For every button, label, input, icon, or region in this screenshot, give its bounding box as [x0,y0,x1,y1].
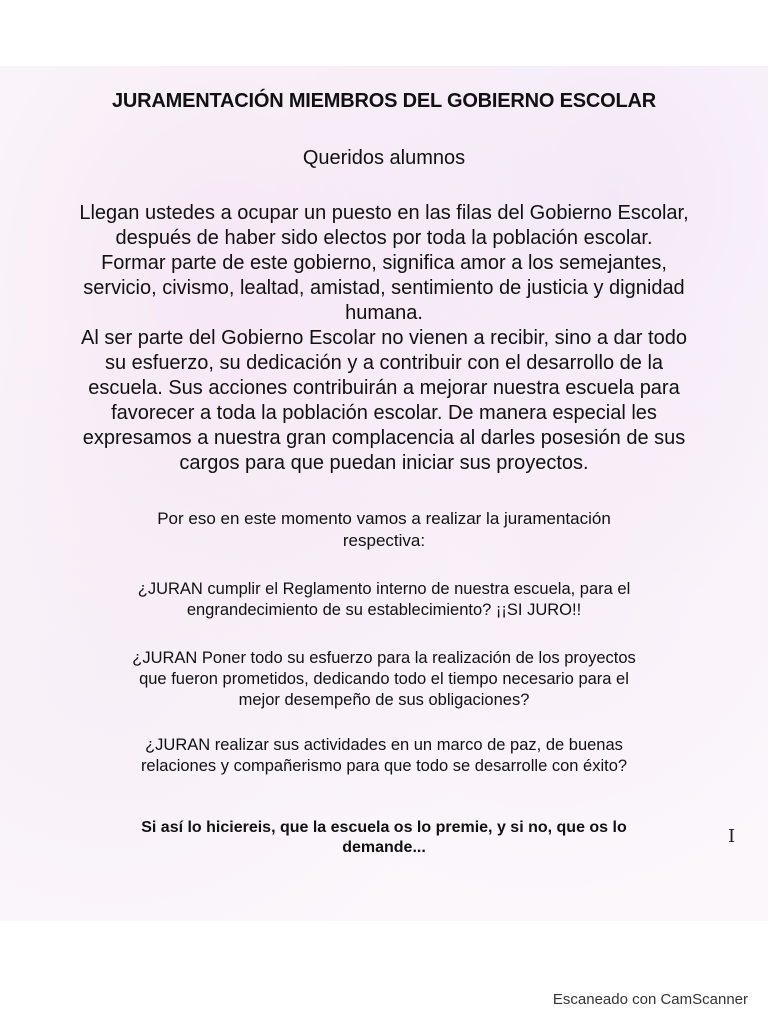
oath-line: ¿JURAN cumplir el Reglamento interno de nuestra escuela, para el [137,580,631,598]
closing-statement [70,818,698,858]
intro-line: después de haber sido electos por toda la población escolar. [115,227,653,249]
text-cursor-icon: I [728,826,736,847]
intro-line: expresamos a nuestra gran complacencia al darles posesión de sus [82,427,686,449]
intro-line: servicio, civismo, lealtad, amistad, sentimiento de justicia y dignidad [83,277,685,299]
closing-line: demande... [342,839,426,856]
intro-line: favorecer a toda la población escolar. De manera especial les [111,402,657,424]
oath-question-1 [40,579,728,621]
document-title: JURAMENTACIÓN MIEMBROS DEL GOBIERNO ESCOLAR [111,90,657,112]
oath-line: ¿JURAN Poner todo su esfuerzo para la realización de los proyectos [132,649,636,667]
oath-question-3 [40,735,728,777]
oath-line: relaciones y compañerismo para que todo se desarrolle con éxito? [140,757,628,775]
closing-line: Si así lo hiciereis, que la escuela os lo premie, y si no, que os lo [141,819,627,836]
intro-line: su esfuerzo, su dedicación y a contribuir con el desarrollo de la [104,352,664,374]
intro-line: humana. [345,302,423,324]
oath-line: mejor desempeño de sus obligaciones? [238,691,530,709]
oath-line: ¿JURAN realizar sus actividades en un marco de paz, de buenas [145,736,623,754]
oath-call-paragraph [60,508,708,552]
oath-call-line: respectiva: [342,531,426,550]
intro-line: Al ser parte del Gobierno Escolar no vienen a recibir, sino a dar todo [81,327,687,349]
oath-question-2 [40,648,728,711]
intro-line: escuela. Sus acciones contribuirán a mejorar nuestra escuela para [88,377,680,399]
oath-call-line: Por eso en este momento vamos a realizar la juramentación [157,509,611,528]
greeting: Queridos alumnos [302,147,466,169]
intro-line: cargos para que puedan iniciar sus proyectos. [179,452,589,474]
oath-line: que fueron prometidos, dedicando todo el tiempo necesario para el [139,670,629,688]
oath-line: engrandecimiento de su establecimiento? ¡¡SI JURO!! [186,601,582,619]
scanner-watermark: Escaneado con CamScanner [552,991,748,1008]
scanned-page [0,66,768,921]
intro-line: Llegan ustedes a ocupar un puesto en las filas del Gobierno Escolar, [79,202,689,224]
intro-paragraph [20,201,748,476]
intro-line: Formar parte de este gobierno, significa amor a los semejantes, [101,252,667,274]
